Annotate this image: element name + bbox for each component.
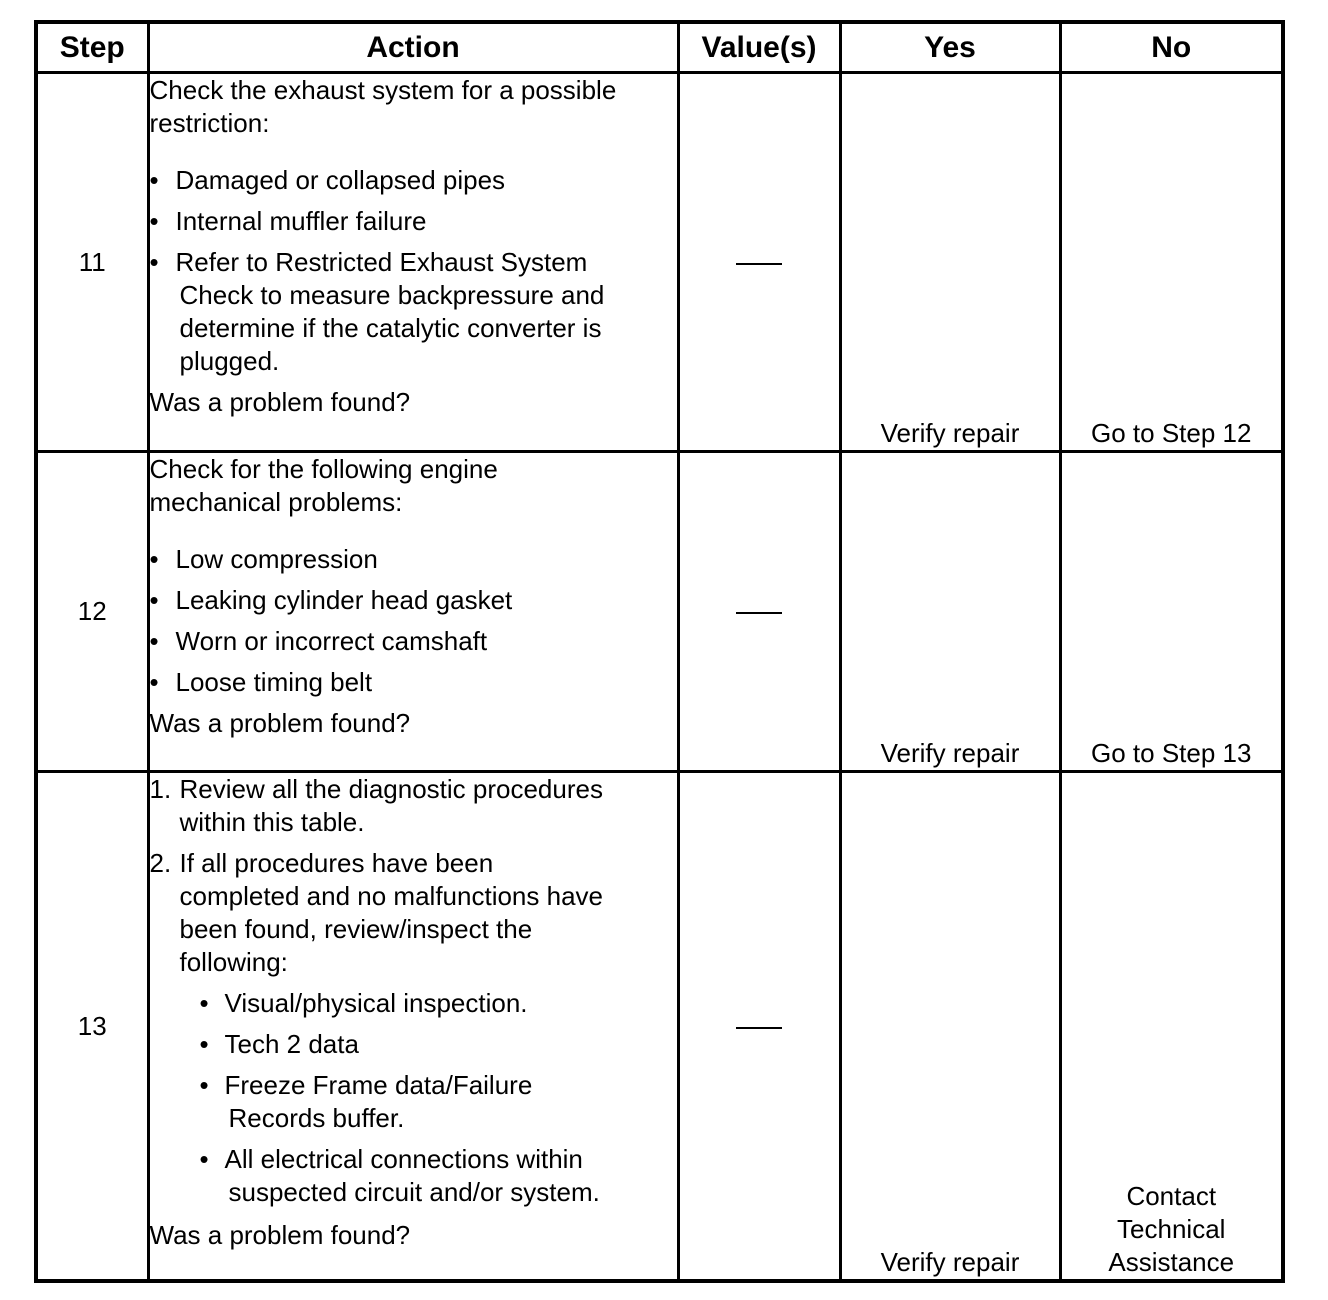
em-dash <box>736 612 782 614</box>
header-values: Value(s) <box>678 22 840 73</box>
step-number: 12 <box>36 452 148 772</box>
list-item: • Refer to Restricted Exhaust System Check to measure backpressure and determine if the catalytic converter is plugged. <box>149 247 605 376</box>
diagnostic-table <box>34 20 1285 1283</box>
action-intro: Check the exhaust system for a possible restriction: <box>149 75 617 138</box>
yes-cell: Verify repair <box>840 772 1060 1282</box>
list-item: 1. Review all the diagnostic procedures within this table. <box>149 774 603 837</box>
list-item: • Low compression <box>149 544 378 574</box>
table-row-step-13 <box>36 772 1283 1282</box>
numbered-list <box>150 773 677 1209</box>
list-item: • Visual/physical inspection. <box>199 988 528 1018</box>
header-row <box>36 22 1283 73</box>
em-dash <box>736 263 782 265</box>
table-row-step-11 <box>36 73 1283 452</box>
list-item: • All electrical connections within suspected circuit and/or system. <box>199 1144 600 1207</box>
action-cell <box>148 73 678 452</box>
list-item: • Tech 2 data <box>199 1029 359 1059</box>
header-no: No <box>1060 22 1283 73</box>
yes-cell: Verify repair <box>840 73 1060 452</box>
yes-cell: Verify repair <box>840 452 1060 772</box>
no-cell: Contact Technical Assistance <box>1060 772 1283 1282</box>
step-number: 13 <box>36 772 148 1282</box>
value-cell <box>678 73 840 452</box>
sub-bullet-list <box>180 987 677 1209</box>
bullet-list <box>150 543 677 699</box>
action-question: Was a problem found? <box>149 387 411 417</box>
bullet-list <box>150 164 677 378</box>
list-item: • Damaged or collapsed pipes <box>149 165 506 195</box>
header-action: Action <box>148 22 678 73</box>
action-intro: Check for the following engine mechanical problems: <box>149 454 498 517</box>
header-yes: Yes <box>840 22 1060 73</box>
action-cell <box>148 772 678 1282</box>
em-dash <box>736 1027 782 1029</box>
no-cell: Go to Step 12 <box>1060 73 1283 452</box>
list-item: 2. If all procedures have been completed and no malfunctions have been found, review/inspect the following: • Visual/physical inspection. • Tech 2 data • Freeze Frame data/Failure Records buffer. • All electrical connections within suspected circuit and/or system. <box>150 847 677 1209</box>
list-item: • Leaking cylinder head gasket <box>149 585 513 615</box>
no-cell: Go to Step 13 <box>1060 452 1283 772</box>
list-item: • Worn or incorrect camshaft <box>149 626 488 656</box>
value-cell <box>678 772 840 1282</box>
action-question: Was a problem found? <box>149 1220 411 1250</box>
action-question: Was a problem found? <box>149 708 411 738</box>
value-cell <box>678 452 840 772</box>
header-step: Step <box>36 22 148 73</box>
list-item: • Loose timing belt <box>149 667 373 697</box>
list-item: • Internal muffler failure <box>149 206 427 236</box>
list-item: • Freeze Frame data/Failure Records buffer. <box>199 1070 533 1133</box>
step-number: 11 <box>36 73 148 452</box>
action-cell <box>148 452 678 772</box>
table-row-step-12 <box>36 452 1283 772</box>
